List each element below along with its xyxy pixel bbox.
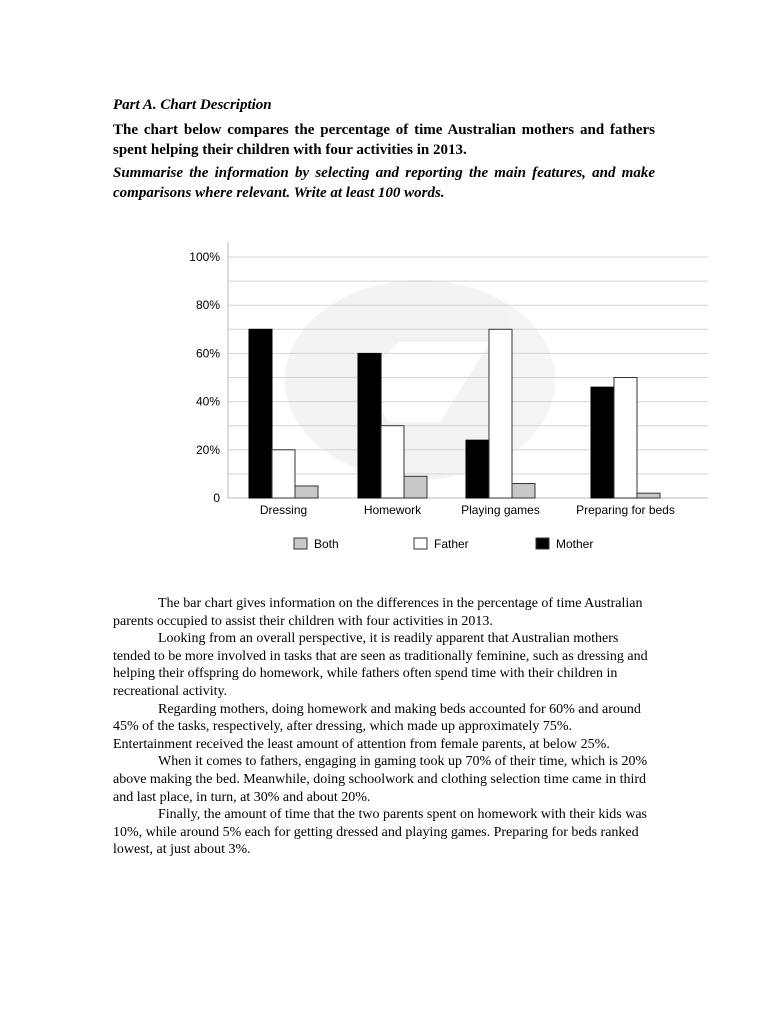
y-tick-label: 20%	[195, 442, 220, 457]
essay-paragraph: Looking from an overall perspective, it is readily apparent that Australian mothers tended to be more involved in tasks that are seen as traditionally feminine, such as dressing and helping their offspring do homework, while fathers often spend time with their children in recreational activity.	[113, 631, 648, 699]
legend-label-father: Father	[434, 537, 469, 551]
essay-paragraph: Regarding mothers, doing homework and making beds accounted for 60% and around 45% of the tasks, respectively, after dressing, which made up approximately 75%. Entertainment received the least amount of attention from female parents, at below 25%.	[113, 701, 641, 752]
y-tick-label: 0	[213, 491, 220, 505]
legend-swatch-father	[414, 538, 427, 549]
bar-father-playing-games	[489, 329, 512, 498]
bar-both-preparing-for-beds	[637, 493, 660, 498]
part-title: Part A. Chart Description	[113, 97, 272, 113]
task-instruction: Summarise the information by selecting and reporting the main features, and make comparisons where relevant. Write at least 100 words.	[113, 165, 655, 201]
bar-both-homework	[404, 476, 427, 498]
essay-paragraph: When it comes to fathers, engaging in gaming took up 70% of their time, which is 20% above making the bed. Meanwhile, doing schoolwork and clothing selection time came in third and last place, in turn, at 30% and about 20%.	[113, 754, 648, 805]
chart-svg	[170, 232, 730, 562]
legend-label-both: Both	[314, 537, 339, 551]
y-tick-label: 40%	[195, 394, 220, 409]
x-tick-label: Preparing for beds	[576, 503, 675, 517]
x-tick-label: Homework	[363, 503, 422, 517]
x-tick-label: Dressing	[259, 503, 308, 517]
y-tick-label: 60%	[195, 346, 220, 361]
essay-paragraph: The bar chart gives information on the differences in the percentage of time Australian parents occupied to assist their children with four activities in 2013.	[113, 596, 643, 629]
y-tick-label: 80%	[195, 298, 220, 313]
essay-body	[113, 595, 653, 859]
x-tick-label: Playing games	[461, 503, 540, 517]
bar-both-playing-games	[512, 484, 535, 498]
y-tick-label: 100%	[189, 250, 220, 264]
bar-father-preparing-for-beds	[614, 378, 637, 499]
bar-father-dressing	[272, 450, 295, 498]
legend-label-mother: Mother	[556, 537, 594, 551]
bar-mother-homework	[358, 353, 381, 498]
bar-mother-preparing-for-beds	[591, 387, 614, 498]
legend-swatch-both	[294, 538, 307, 549]
bar-chart	[170, 232, 730, 562]
bar-mother-playing-games	[466, 440, 489, 498]
bar-both-dressing	[295, 486, 318, 498]
legend-swatch-mother	[536, 538, 549, 549]
bar-father-homework	[381, 426, 404, 498]
task-statement: The chart below compares the percentage of time Australian mothers and fathers spent helping their children with four activities in 2013.	[113, 122, 655, 158]
bar-mother-dressing	[249, 329, 272, 498]
essay-paragraph: Finally, the amount of time that the two parents spent on homework with their kids was 10%, while around 5% each for getting dressed and playing games. Preparing for beds ranked lowest, at just about 3%.	[113, 807, 648, 858]
